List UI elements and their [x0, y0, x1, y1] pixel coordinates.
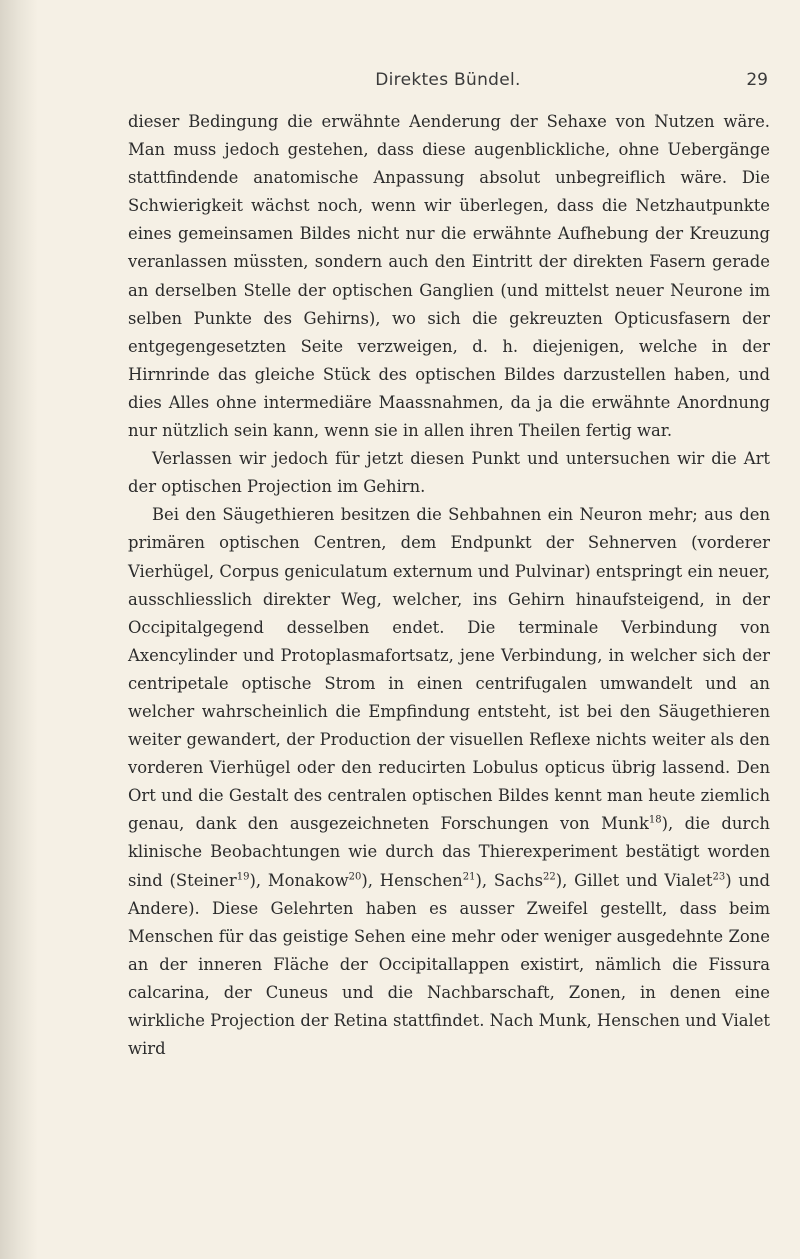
- body-text: [128, 108, 770, 1063]
- page-header: [128, 70, 768, 100]
- footnote-ref: 21: [462, 871, 476, 883]
- paragraph-text: ) und Andere). Diese Gelehrten haben es ausser Zweifel gestellt, dass beim Menschen für das geistige Sehen eine mehr oder weniger ausgedehnte Zone an der inneren Fläche der Occipitallappen existirt, nämlich die Fissura calcarina, der Cuneus und die Nachbarschaft, Zonen, in denen eine wirkliche Projection der Retina stattfindet. Nach Munk, Henschen und Vialet wird: [128, 870, 771, 1059]
- paragraph-text: ), Gillet und Vialet: [555, 870, 713, 890]
- paragraph-text: ), Monakow: [249, 870, 349, 890]
- paragraph-text: ), die durch klinische Beobachtungen wie durch das Thierexperiment bestätigt worden sind (Steiner: [128, 814, 770, 890]
- footnote-ref: 22: [543, 871, 556, 883]
- footnote-ref: 19: [236, 871, 250, 883]
- footnote-ref: 23: [712, 871, 726, 883]
- running-head: Direktes Bündel.: [375, 70, 521, 90]
- page-number: 29: [746, 70, 768, 90]
- paragraph-text: ), Sachs: [475, 870, 544, 890]
- paragraph-3: [128, 501, 770, 1063]
- paragraph-text: Verlassen wir jedoch für jetzt diesen Punkt und untersuchen wir die Art der optischen Projection im Gehirn.: [128, 449, 770, 497]
- paragraph-text: dieser Bedingung die erwähnte Aenderung der Sehaxe von Nutzen wäre. Man muss jedoch gestehen, dass diese augenblickliche, ohne Uebergänge stattfindende anatomische Anpassung absolut unbegreiflich wäre. Die Schwierigkeit wächst noch, wenn wir überlegen, dass die Netzhautpunkte eines gemeinsamen Bildes nicht nur die erwähnte Aufhebung der Kreuzung veranlassen müssten, sondern auch den Eintritt der direkten Fasern gerade an derselben Stelle der optischen Ganglien (und mittelst neuer Neurone im selben Punkte des Gehirns), wo sich die gekreuzten Opticusfasern der entgegengesetzten Seite verzweigen, d. h. diejenigen, welche in der Hirnrinde das gleiche Stück des optischen Bildes darzustellen haben, und dies Alles ohne intermediäre Maassnahmen, da ja die erwähnte Anordnung nur nützlich sein kann, wenn sie in allen ihren Theilen fertig war.: [128, 112, 770, 441]
- paragraph-1: [128, 108, 770, 445]
- footnote-ref: 20: [348, 871, 362, 883]
- paragraph-text: ), Henschen: [361, 870, 463, 890]
- paragraph-2: [128, 445, 770, 501]
- footnote-ref: 18: [648, 814, 662, 826]
- paragraph-text: Bei den Säugethieren besitzen die Sehbahnen ein Neuron mehr; aus den primären optischen Centren, dem Endpunkt der Sehnerven (vorderer Vierhügel, Corpus geniculatum externum und Pulvinar) entspringt ein neuer, ausschliesslich direkter Weg, welcher, ins Gehirn hinaufsteigend, in der Occipitalgegend desselben endet. Die terminale Verbindung von Axencylinder und Protoplasmafortsatz, jene Verbindung, in welcher sich der centripetale optische Strom in einen centrifugalen umwandelt und an welcher wahrscheinlich die Empfindung entsteht, ist bei den Säugethieren weiter gewandert, der Production der visuellen Reflexe nichts weiter als den vorderen Vierhügel oder den reducirten Lobulus opticus übrig lassend. Den Ort und die Gestalt des centralen optischen Bildes kennt man heute ziemlich genau, dank den ausgezeichneten Forschungen von Munk: [128, 505, 770, 834]
- spine-shadow: [0, 0, 38, 1259]
